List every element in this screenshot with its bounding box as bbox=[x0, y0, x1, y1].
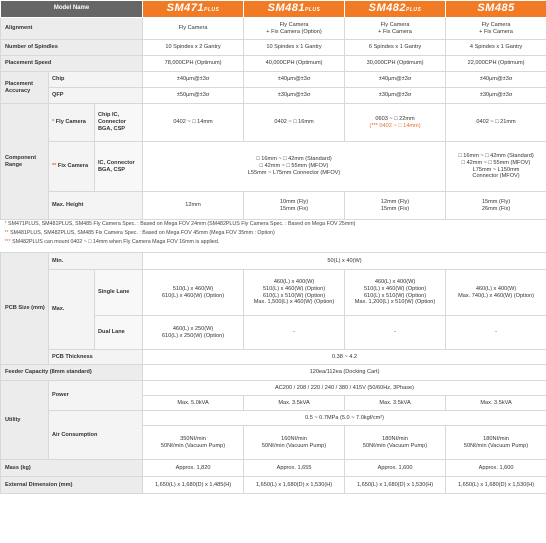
height-v4: 15mm (Fly) 26mm (Fix) bbox=[446, 192, 546, 220]
fly-v2: 0402 ~ □ 16mm bbox=[244, 104, 345, 142]
pcb-thickness-row bbox=[1, 350, 546, 365]
max-height-label: Max. Height bbox=[49, 192, 143, 220]
fly-v4: 0402 ~ □ 21mm bbox=[446, 104, 546, 142]
pcb-dual-v2: - bbox=[244, 316, 345, 350]
alignment-v1: Fly Camera bbox=[143, 18, 244, 40]
component-label: Component Range bbox=[1, 104, 49, 220]
pcb-single-v1: 510(L) x 460(W) 610(L) x 460(W) (Option) bbox=[143, 270, 244, 316]
speed-v3: 30,000CPH (Optimum) bbox=[345, 56, 446, 72]
alignment-label: Alignment bbox=[1, 18, 143, 40]
spindles-v2: 10 Spindes x 1 Gantry bbox=[244, 40, 345, 56]
model-header-1: SM471PLUS bbox=[143, 1, 244, 18]
speed-v1: 78,000CPH (Optimum) bbox=[143, 56, 244, 72]
alignment-v3: Fly Camera + Fix Camera bbox=[345, 18, 446, 40]
accuracy-chip-label: Chip bbox=[49, 72, 143, 88]
air-v2: 160Nℓ/min 50Nℓ/min (Vacuum Pump) bbox=[244, 426, 345, 460]
accuracy-chip-v3: ±40μm@±3σ bbox=[345, 72, 446, 88]
header-row bbox=[1, 1, 546, 18]
component-fly-row bbox=[1, 104, 546, 142]
speed-label: Placement Speed bbox=[1, 56, 143, 72]
air-v4: 180Nℓ/min 50Nℓ/min (Vacuum Pump) bbox=[446, 426, 546, 460]
model-name-header: Model Name bbox=[1, 1, 143, 18]
mass-label: Mass (kg) bbox=[1, 460, 143, 477]
pcb-dual-label: Dual Lane bbox=[95, 316, 143, 350]
spindles-v3: 6 Spindes x 1 Gantry bbox=[345, 40, 446, 56]
height-v1: 12mm bbox=[143, 192, 244, 220]
alignment-row bbox=[1, 18, 546, 40]
pcb-dual-v4: - bbox=[446, 316, 546, 350]
fly-camera-label: * Fly Camera bbox=[49, 104, 95, 142]
speed-v4: 22,000CPH (Optimum) bbox=[446, 56, 546, 72]
pcb-thickness-value: 0.38 ~ 4.2 bbox=[143, 350, 546, 365]
alignment-v4: Fly Camera + Fix Camera bbox=[446, 18, 546, 40]
air-v3: 180Nℓ/min 50Nℓ/min (Vacuum Pump) bbox=[345, 426, 446, 460]
fly-v1: 0402 ~ □ 14mm bbox=[143, 104, 244, 142]
feeder-value: 120ea/112ea (Docking Cart) bbox=[143, 365, 546, 381]
power-v4: Max. 3.5kVA bbox=[446, 396, 546, 411]
accuracy-qfp-row bbox=[1, 88, 546, 104]
mass-v1: Approx. 1,820 bbox=[143, 460, 244, 477]
dimension-v1: 1,650(L) x 1,680(D) x 1,485(H) bbox=[143, 477, 244, 494]
power-v1: Max. 5.0kVA bbox=[143, 396, 244, 411]
height-v3: 12mm (Fly) 15mm (Fix) bbox=[345, 192, 446, 220]
power-v2: Max. 3.5kVA bbox=[244, 396, 345, 411]
model-header-3: SM482PLUS bbox=[345, 1, 446, 18]
air-all-row bbox=[1, 411, 546, 426]
fix-camera-sub: IC, Connector BGA, CSP bbox=[95, 142, 143, 192]
note-3: *** SM482PLUS can mount 0402 ~ □ 14mm when Fly Camera Maga FOV 16mm is applied. bbox=[4, 238, 220, 245]
component-height-row bbox=[1, 192, 546, 220]
air-all-value: 0.5 ~ 0.7MPa (5.0 ~ 7.0kgf/cm²) bbox=[143, 411, 546, 426]
note-1: * SM471PLUS, SM481PLUS, SM485 Fly Camera Spec. : Based on Mega FOV 24mm (SM482PLUS Fly Camera Spec. : Based on Mega FOV 25mm) bbox=[4, 220, 356, 227]
spindles-v4: 4 Spindes x 1 Gantry bbox=[446, 40, 546, 56]
feeder-label: Feeder Capacity (8mm standard) bbox=[1, 365, 143, 381]
feeder-row bbox=[1, 365, 546, 381]
pcb-max-label: Max. bbox=[49, 270, 95, 350]
accuracy-qfp-v4: ±30μm@±3σ bbox=[446, 88, 546, 104]
accuracy-qfp-v1: ±50μm@±3σ bbox=[143, 88, 244, 104]
accuracy-chip-v4: ±40μm@±3σ bbox=[446, 72, 546, 88]
model-header-2: SM481PLUS bbox=[244, 1, 345, 18]
dimension-row bbox=[1, 477, 546, 494]
dimension-v4: 1,650(L) x 1,680(D) x 1,530(H) bbox=[446, 477, 546, 494]
fix-camera-label: ** Fix Camera bbox=[49, 142, 95, 192]
fix-v1: □ 16mm ~ □ 42mm (Standard) □ 42mm ~ □ 55mm (MFOV) L55mm ~ L75mm Connector (MFOV) bbox=[143, 142, 446, 192]
mass-v4: Approx. 1,600 bbox=[446, 460, 546, 477]
power-all-row bbox=[1, 381, 546, 396]
power-label: Power bbox=[49, 381, 143, 411]
pcb-thickness-label: PCB Thickness bbox=[49, 350, 143, 365]
pcb-min-label: Min. bbox=[49, 253, 143, 270]
pcb-min-value: 50(L) x 40(W) bbox=[143, 253, 546, 270]
mass-row bbox=[1, 460, 546, 477]
dimension-v2: 1,650(L) x 1,680(D) x 1,530(H) bbox=[244, 477, 345, 494]
model-header-4: SM485 bbox=[446, 1, 546, 18]
pcb-single-v4: 460(L) x 400(W) Max. 740(L) x 460(W) (Option) bbox=[446, 270, 546, 316]
pcb-single-row bbox=[1, 270, 546, 316]
dimension-v3: 1,650(L) x 1,680(D) x 1,530(H) bbox=[345, 477, 446, 494]
spindles-v1: 10 Spindes x 2 Gantry bbox=[143, 40, 244, 56]
speed-row bbox=[1, 56, 546, 72]
component-fix-row bbox=[1, 142, 546, 192]
spindles-row bbox=[1, 40, 546, 56]
pcb-label: PCB Size (mm) bbox=[1, 253, 49, 365]
accuracy-chip-v2: ±40μm@±3σ bbox=[244, 72, 345, 88]
speed-v2: 40,000CPH (Optimum) bbox=[244, 56, 345, 72]
spindles-label: Number of Spindles bbox=[1, 40, 143, 56]
pcb-min-row bbox=[1, 253, 546, 270]
fly-camera-sub: Chip IC, Connector BGA, CSP bbox=[95, 104, 143, 142]
pcb-single-v2: 460(L) x 400(W) 510(L) x 460(W) (Option) 610(L) x 510(W) (Option) Max. 1,500(L) x 460(W) (Option) bbox=[244, 270, 345, 316]
pcb-single-v3: 460(L) x 400(W) 510(L) x 460(W) (Option) 610(L) x 510(W) (Option) Max. 1,200(L) x 510(W) (Option) bbox=[345, 270, 446, 316]
fly-v3: 0603 ~ □ 22mm (*** 0402 ~ □ 14mm) bbox=[345, 104, 446, 142]
utility-label: Utility bbox=[1, 381, 49, 460]
dimension-label: External Dimension (mm) bbox=[1, 477, 143, 494]
air-v1: 350Nℓ/min 50Nℓ/min (Vacuum Pump) bbox=[143, 426, 244, 460]
accuracy-chip-row bbox=[1, 72, 546, 88]
accuracy-chip-v1: ±40μm@±3σ bbox=[143, 72, 244, 88]
fix-v4: □ 16mm ~ □ 42mm (Standard) □ 42mm ~ □ 55mm (MFOV) L75mm ~ L150mm Connector (MFOV) bbox=[446, 142, 546, 192]
pcb-single-label: Single Lane bbox=[95, 270, 143, 316]
accuracy-qfp-v3: ±30μm@±3σ bbox=[345, 88, 446, 104]
mass-v3: Approx. 1,600 bbox=[345, 460, 446, 477]
mass-v2: Approx. 1,655 bbox=[244, 460, 345, 477]
accuracy-qfp-v2: ±30μm@±3σ bbox=[244, 88, 345, 104]
height-v2: 10mm (Fly) 15mm (Fix) bbox=[244, 192, 345, 220]
power-v3: Max. 3.5kVA bbox=[345, 396, 446, 411]
accuracy-label: Placement Accuracy bbox=[1, 72, 49, 104]
accuracy-qfp-label: QFP bbox=[49, 88, 143, 104]
pcb-dual-v1: 460(L) x 250(W) 610(L) x 250(W) (Option) bbox=[143, 316, 244, 350]
pcb-dual-v3: - bbox=[345, 316, 446, 350]
alignment-v2: Fly Camera + Fix Camera (Option) bbox=[244, 18, 345, 40]
power-all-value: AC200 / 208 / 220 / 240 / 380 / 415V (50/60Hz, 3Phase) bbox=[143, 381, 546, 396]
note-2: ** SM481PLUS, SM482PLUS, SM485 Fix Camera Spec. : Based on Mega FOV 45mm (Mega FOV 35mm : Option) bbox=[4, 229, 275, 236]
air-label: Air Consumption bbox=[49, 411, 143, 460]
